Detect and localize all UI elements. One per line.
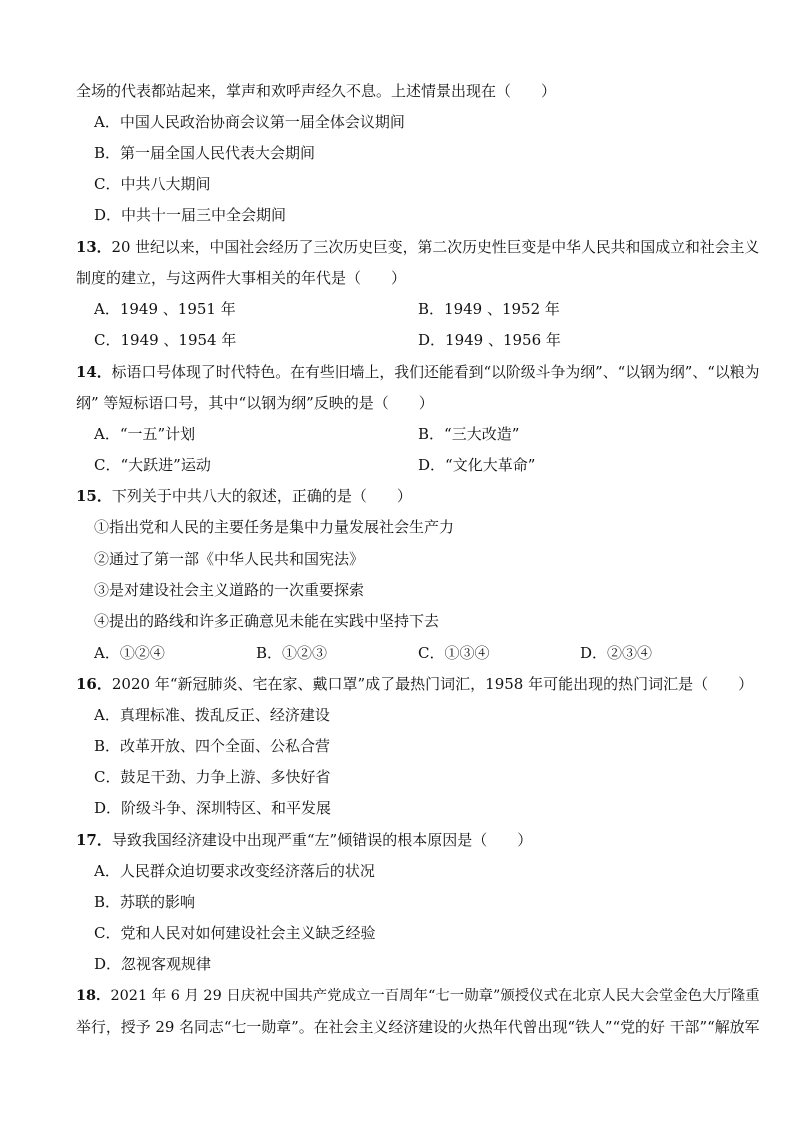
q17-number: 17． [76, 831, 112, 849]
q12-option-a: A．中国人民政治协商会议第一届全体会议期间 [94, 113, 405, 131]
q14-option-d: D．“文化大革命” [418, 456, 536, 474]
q16-stem [76, 674, 753, 694]
q14-option-c: C．“大跃进”运动 [94, 456, 211, 474]
q14-option-b: B．“三大改造” [418, 425, 520, 443]
q18-stem-text: 2021 年 6 月 29 日庆祝中国共产党成立一百周年“七一勋章”颁授仪式在北京人民大会堂金色大厅隆重 [110, 988, 760, 1004]
q14-number: 14． [76, 363, 112, 381]
q17-stem-text: 导致我国经济建设中出现严重“左”倾错误的根本原因是（ ） [111, 831, 533, 849]
q15-option-d: D．②③④ [580, 644, 653, 662]
q14-option-a: A．“一五”计划 [94, 425, 196, 443]
q12-option-b: B．第一届全国人民代表大会期间 [94, 144, 316, 162]
q17-option-b: B．苏联的影响 [94, 893, 196, 911]
q15-number: 15． [76, 487, 112, 505]
q12-option-d: D．中共十一届三中全会期间 [94, 206, 287, 224]
q15-item-2: ②通过了第一部《中华人民共和国宪法》 [94, 550, 365, 568]
q16-option-b: B．改革开放、四个全面、公私合营 [94, 737, 331, 755]
q13-option-b: B．1949 、1952 年 [418, 300, 560, 318]
q13-number: 13． [76, 238, 112, 256]
q16-stem-text: 2020 年“新冠肺炎、宅在家、戴口罩”成了最热门词汇，1958 年可能出现的热门词汇是（ ） [111, 675, 754, 693]
q14-stem-text: 标语口号体现了时代特色。在有些旧墙上，我们还能看到“以阶级斗争为纲”、“以钢为纲”、“以粮为 [111, 363, 760, 381]
q15-item-3: ③是对建设社会主义道路的一次重要探索 [94, 581, 365, 599]
q15-stem-text: 下列关于中共八大的叙述，正确的是（ ） [111, 487, 412, 505]
q15-item-4: ④提出的路线和许多正确意见未能在实践中坚持下去 [94, 612, 440, 630]
q13-option-a: A．1949 、1951 年 [94, 300, 236, 318]
q17-option-d: D．忽视客观规律 [94, 955, 212, 973]
q18-stem-line1 [76, 986, 760, 1006]
q15-item-1: ①指出党和人民的主要任务是集中力量发展社会生产力 [94, 518, 455, 536]
q18-number: 18． [76, 987, 111, 1004]
q13-stem-line1 [76, 237, 759, 257]
q16-option-a: A．真理标准、拨乱反正、经济建设 [94, 706, 330, 724]
q12-stem-continuation: 全场的代表都站起来，掌声和欢呼声经久不息。上述情景出现在（ ） [76, 82, 557, 100]
q15-option-b: B．①②③ [256, 644, 328, 662]
q17-option-a: A．人民群众迫切要求改变经济落后的状况 [94, 862, 375, 880]
q13-stem-text: 20 世纪以来，中国社会经历了三次历史巨变，第二次历史性巨变是中华人民共和国成立和社会主义 [111, 238, 760, 256]
q16-number: 16． [76, 675, 112, 693]
q13-option-d: D．1949 、1956 年 [418, 331, 561, 349]
q16-option-c: C．鼓足干劲、力争上游、多快好省 [94, 768, 331, 786]
q12-option-c: C．中共八大期间 [94, 175, 211, 193]
q15-stem [76, 486, 412, 506]
q16-option-d: D．阶级斗争、深圳特区、和平发展 [94, 799, 332, 817]
q15-option-c: C．①③④ [418, 644, 490, 662]
q13-option-c: C．1949 、1954 年 [94, 331, 237, 349]
q17-stem [76, 830, 532, 850]
q14-stem-line2: 纲” 等短标语口号，其中“以钢为纲”反映的是（ ） [76, 394, 434, 412]
q17-option-c: C．党和人民对如何建设社会主义缺乏经验 [94, 924, 376, 942]
q18-stem-line2: 举行，授予 29 名同志“七一勋章”。在社会主义经济建设的火热年代曾出现“铁人”“党的好 干部”“解放军 [76, 1018, 760, 1036]
q13-stem-line2: 制度的建立，与这两件大事相关的年代是（ ） [76, 269, 407, 287]
q15-option-a: A．①②④ [94, 644, 165, 662]
q14-stem-line1 [76, 362, 759, 382]
